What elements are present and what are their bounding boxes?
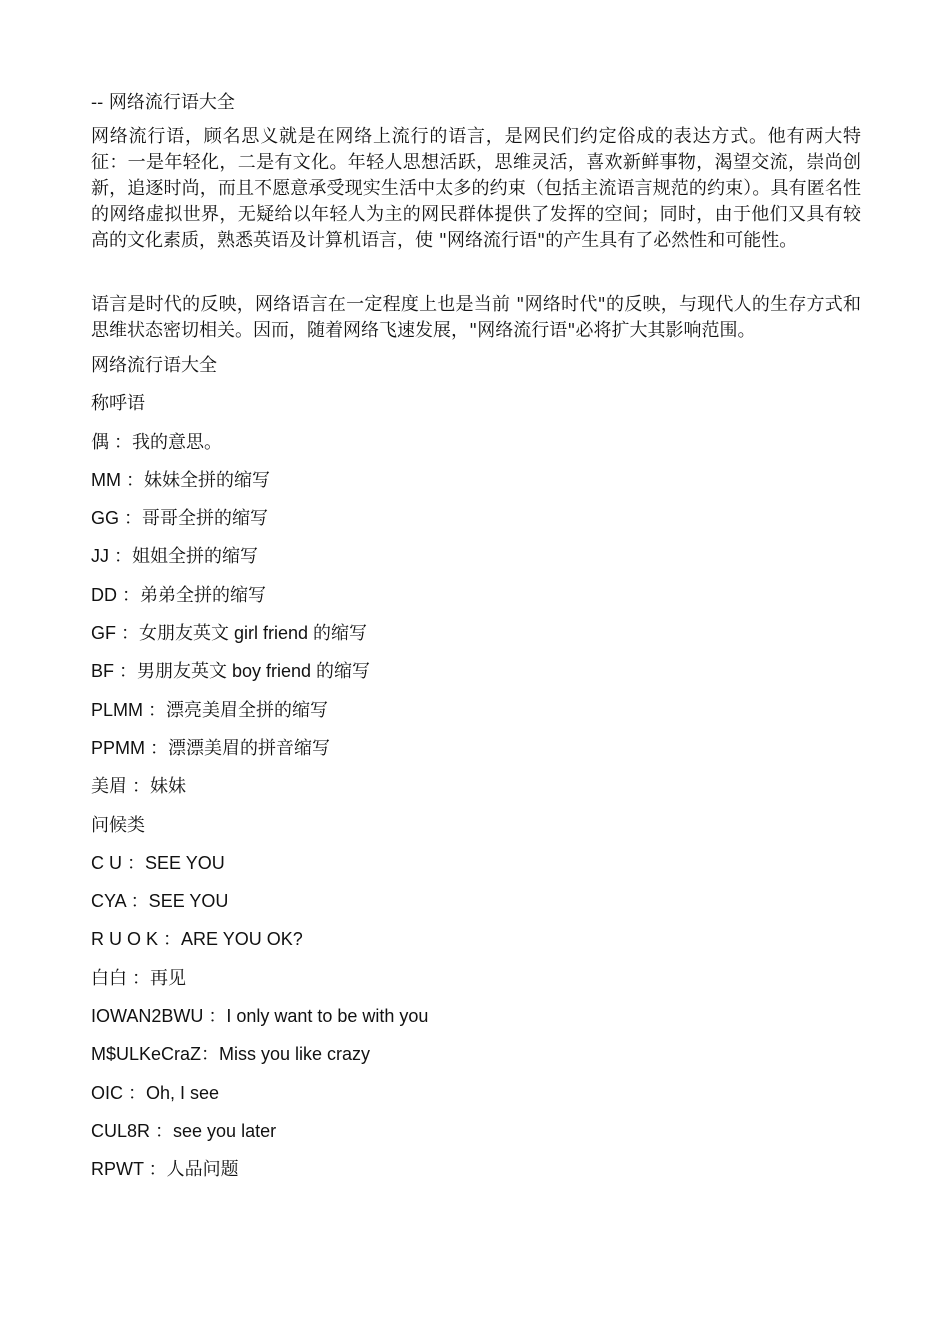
list-item: 白白 ：再见 — [91, 967, 187, 988]
list-item: CUL8R ：see you later — [91, 1120, 277, 1141]
list-item: CYA ：SEE YOU — [91, 891, 229, 912]
list-item: BF ：男朋友英文 boy friend 的缩写 — [91, 661, 371, 682]
list-item: DD ：弟弟全拼的缩写 — [91, 584, 266, 605]
list-item: GF ：女朋友英文 girl friend 的缩写 — [91, 623, 368, 644]
list-item: JJ ：姐姐全拼的缩写 — [91, 546, 259, 567]
list-item: RPWT ：人品问题 — [91, 1159, 239, 1180]
slang-list — [91, 352, 861, 1195]
section-spacer — [91, 344, 861, 352]
paragraph-spacer — [91, 254, 861, 292]
list-item: 美眉 ：妹妹 — [91, 776, 187, 797]
list-item: C U ：SEE YOU — [91, 852, 225, 873]
list-item: PLMM ：漂亮美眉全拼的缩写 — [91, 699, 329, 720]
list-item: M$ULKeCraZ：Miss you like crazy — [91, 1044, 371, 1065]
context-paragraph: 语言是时代的反映，网络语言在一定程度上也是当前 "网络时代"的反映，与现代人的生存方式和思维状态密切相关。因而，随着网络飞速发展，"网络流行语"必将扩大其影响范围。 — [91, 294, 861, 341]
list-item: MM ：妹妹全拼的缩写 — [91, 469, 270, 490]
list-item: PPMM ：漂漂美眉的拼音缩写 — [91, 737, 330, 758]
list-item: R U O K ：ARE YOU OK? — [91, 929, 303, 950]
list-item: IOWAN2BWU ：I only want to be with you — [91, 1006, 429, 1027]
document-title: -- 网络流行语大全 — [91, 92, 235, 113]
document-page — [91, 90, 861, 1195]
list-item: OIC ：Oh, I see — [91, 1082, 220, 1103]
list-item: 偶 ：我的意思。 — [91, 431, 223, 452]
intro-paragraph: 网络流行语，顾名思义就是在网络上流行的语言，是网民们约定俗成的表达方式。他有两大特征：一是年轻化，二是有文化。年轻人思想活跃，思维灵活，喜欢新鲜事物，渴望交流，崇尚创新，追逐时尚，而且不愿意承受现实生活中太多的约束（包括主流语言规范的约束）。具有匿名性的网络虚拟世界，无疑给以年轻人为主的网民群体提供了发挥的空间；同时，由于他们又具有较高的文化素质，熟悉英语及计算机语言，使 "网络流行语"的产生具有了必然性和可能性。 — [91, 126, 861, 251]
section-heading-address-terms: 称呼语 — [91, 393, 145, 414]
list-item: GG ：哥哥全拼的缩写 — [91, 508, 269, 529]
section-heading-slang-list: 网络流行语大全 — [91, 355, 217, 375]
section-heading-greetings: 问候类 — [91, 814, 145, 835]
